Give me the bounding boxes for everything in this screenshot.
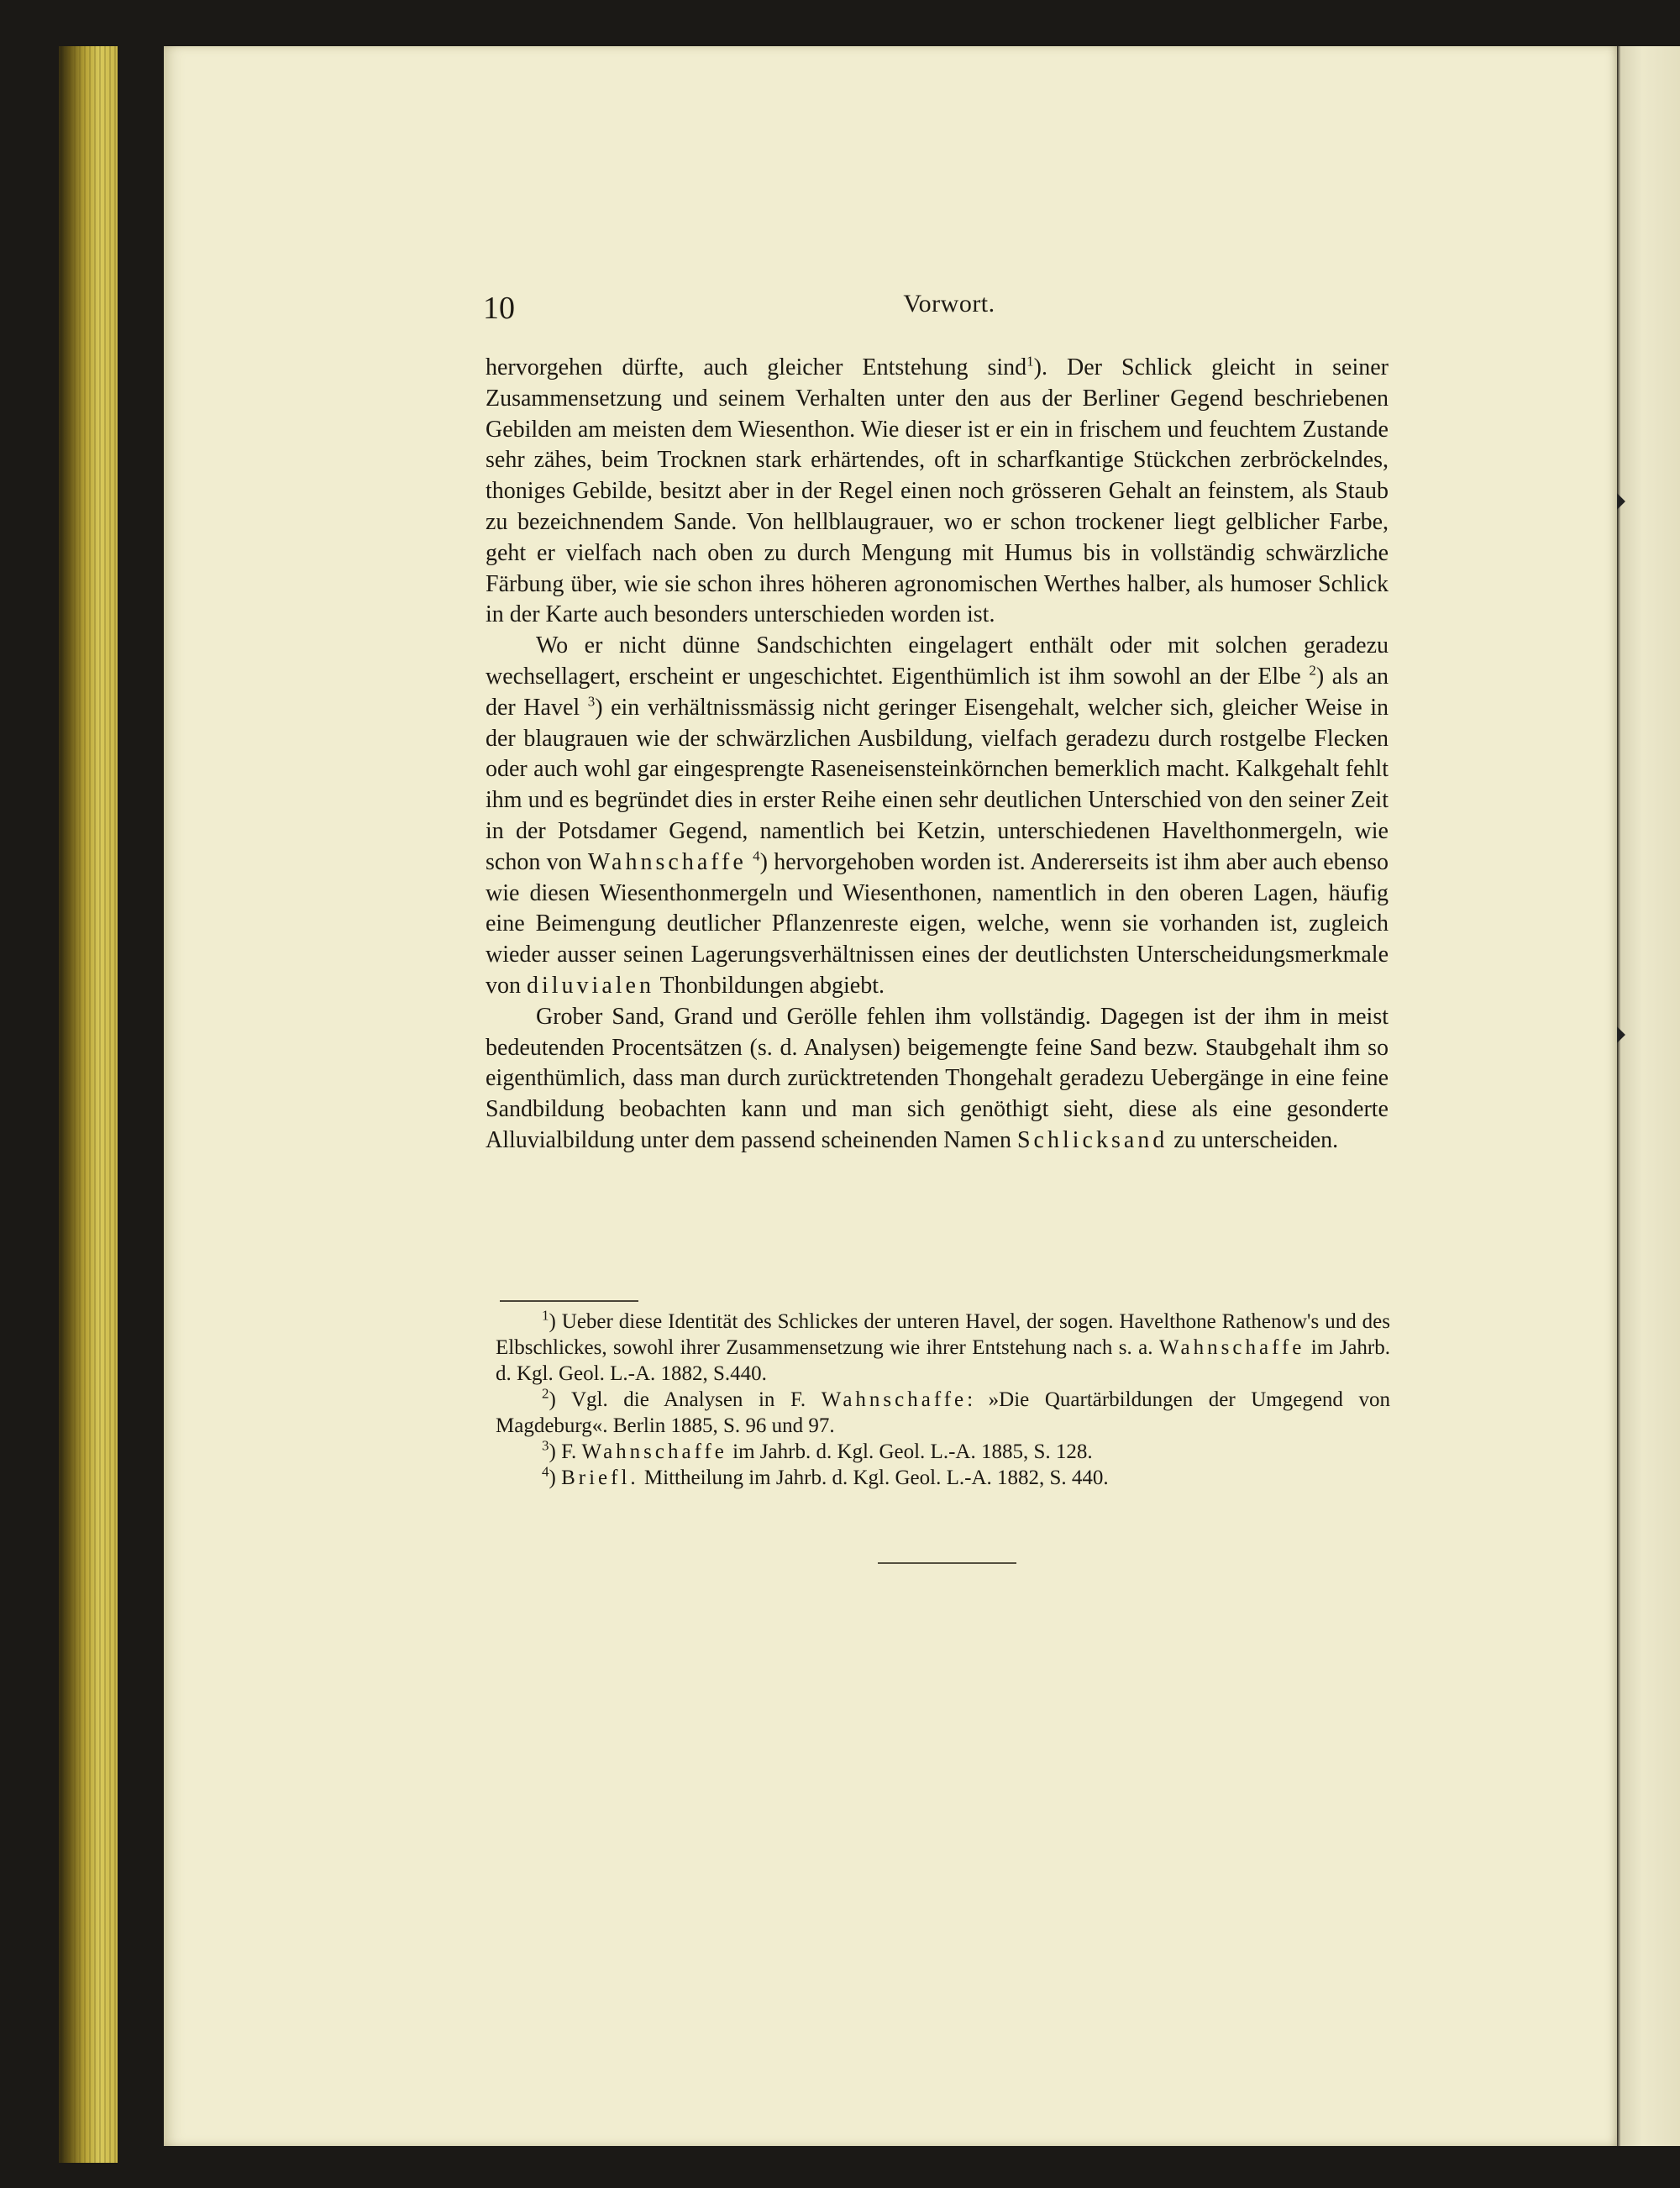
footnote-ref: 1 bbox=[1026, 353, 1034, 370]
footnote-ref: 3 bbox=[587, 693, 596, 710]
footnote-ref: 3 bbox=[542, 1437, 549, 1454]
next-leaf-edge bbox=[1617, 46, 1680, 2146]
text-run: Grober Sand, Grand und Gerölle fehlen ihm vollständig. Dagegen ist der ihm in meist bedeutenden Procentsätzen (s. d. Analysen) beigemengte feine Sand bezw. Staubgehalt ihm so eigenthümlich, dass man durch zurücktretenden Thongehalt geradezu Uebergänge in eine feine Sandbildung beobachten kann und man sich genöthigt sieht, diese als eine gesonderte Alluvialbildung unter dem passend scheinenden Namen bbox=[486, 1003, 1389, 1153]
text-run: Mittheilung im Jahrb. d. Kgl. Geol. L.-A. 1882, S. 440. bbox=[638, 1467, 1109, 1489]
text-run: ) als an der Havel bbox=[486, 663, 1389, 721]
text-run: ) Vgl. die Analysen in F. bbox=[549, 1388, 822, 1411]
spaced-name: Wahnschaffe bbox=[587, 848, 747, 875]
footnote bbox=[496, 1387, 1390, 1439]
footnote-ref: 2 bbox=[1309, 662, 1316, 679]
footnote-ref: 1 bbox=[542, 1307, 549, 1324]
text-run: ) Ueber diese Identität des Schlickes der unteren Havel, der sogen. Havelthone Rathenow's und des Elbschlickes, sowohl ihrer Zusammensetzung wie ihrer Entstehung nach s. a. bbox=[496, 1310, 1390, 1359]
text-run: : »Die Quartärbildungen der Umgegend von Magdeburg«. Berlin 1885, S. 96 und 97. bbox=[496, 1388, 1390, 1437]
footnotes bbox=[496, 1309, 1390, 1491]
text-run bbox=[747, 849, 753, 875]
end-rule bbox=[878, 1562, 1016, 1564]
text-run: ) ein verhältnissmässig nicht geringer Eisengehalt, welcher sich, gleicher Weise in der blaugrauen wie der schwärzlichen Ausbildung, vielfach geradezu durch rostgelbe Flecken oder auch wohl gar eingesprengte Raseneisensteinkörnchen bemerklich macht. Kalkgehalt fehlt ihm und es begründet dies in erster Reihe einen sehr deutlichen Unterschied von den seiner Zeit in der Potsdamer Gegend, namentlich bei Ketzin, unterschiedenen Havelthonmergeln, wie schon von bbox=[486, 694, 1389, 875]
page-number: 10 bbox=[483, 291, 515, 326]
spaced-name: Wahnschaffe bbox=[1158, 1336, 1305, 1359]
text-run: ). Der Schlick gleicht in seiner Zusammensetzung und seinem Verhalten unter den aus der Berliner Gegend beschriebenen Gebilden am meisten dem Wiesenthon. Wie dieser ist er ein in frischem und feuchtem Zustande sehr zähes, beim Trocknen stark erhärtendes, oft in scharfkantige Stückchen zerbröckelndes, thoniges Gebilde, besitzt aber in der Regel einen noch grösseren Gehalt an feinstem, als Staub zu bezeichnendem Sande. Von hellblaugrauer, wo er schon trockener liegt gelblicher Farbe, geht er vielfach nach oben zu durch Mengung mit Humus bis in vollständig schwärzliche Färbung über, wie sie schon ihres höheren agronomischen Werthes halber, als humoser Schlick in der Karte auch besonders unterschieden worden ist. bbox=[486, 354, 1389, 628]
footnote bbox=[496, 1309, 1390, 1387]
text-run: hervorgehen dürfte, auch gleicher Entstehung sind bbox=[486, 354, 1027, 380]
paragraph bbox=[486, 353, 1389, 631]
spaced-name: Wahnschaffe bbox=[821, 1388, 968, 1411]
paragraph bbox=[486, 631, 1389, 1002]
spaced-name: Schlicksand bbox=[1016, 1126, 1168, 1153]
text-run: im Jahrb. d. Kgl. Geol. L.-A. 1885, S. 128. bbox=[727, 1440, 1093, 1463]
text-run: zu unterscheiden. bbox=[1168, 1126, 1339, 1153]
running-head bbox=[483, 290, 1415, 340]
spaced-name: Briefl. bbox=[561, 1467, 639, 1489]
paragraph bbox=[486, 1002, 1389, 1157]
spaced-name: diluvialen bbox=[527, 972, 654, 999]
text-run: Thonbildungen abgiebt. bbox=[654, 972, 885, 999]
spaced-name: Wahnschaffe bbox=[581, 1440, 727, 1463]
book-binding-edge bbox=[59, 46, 118, 2163]
footnote-ref: 2 bbox=[542, 1385, 549, 1402]
text-run: ) F. bbox=[549, 1440, 582, 1463]
footnote-ref: 4 bbox=[753, 847, 760, 864]
body-text bbox=[486, 353, 1389, 1157]
footnote bbox=[496, 1465, 1390, 1491]
text-run: ) hervorgehoben worden ist. Andererseits ist ihm aber auch ebenso wie diesen Wiesenthonmergeln und Wiesenthonen, namentlich in den oberen Lagen, häufig eine Beimengung deutlicher Pflanzenreste eigen, welche, wenn sie vorhanden ist, zugleich wieder ausser seinen Lagerungsverhältnissen eines der deutlichsten Unterscheidungsmerkmale von bbox=[486, 848, 1389, 999]
footnote-ref: 4 bbox=[542, 1463, 549, 1480]
text-run: im Jahrb. d. Kgl. Geol. L.-A. 1882, S.440. bbox=[496, 1336, 1391, 1385]
running-title: Vorwort. bbox=[903, 290, 995, 317]
footnote bbox=[496, 1439, 1390, 1465]
footnote-rule bbox=[500, 1300, 638, 1302]
text-run: ) bbox=[549, 1467, 562, 1489]
text-run: Wo er nicht dünne Sandschichten eingelagert enthält oder mit solchen geradezu wechsellagert, erscheint er ungeschichtet. Eigenthümlich ist ihm sowohl an der Elbe bbox=[486, 632, 1389, 690]
